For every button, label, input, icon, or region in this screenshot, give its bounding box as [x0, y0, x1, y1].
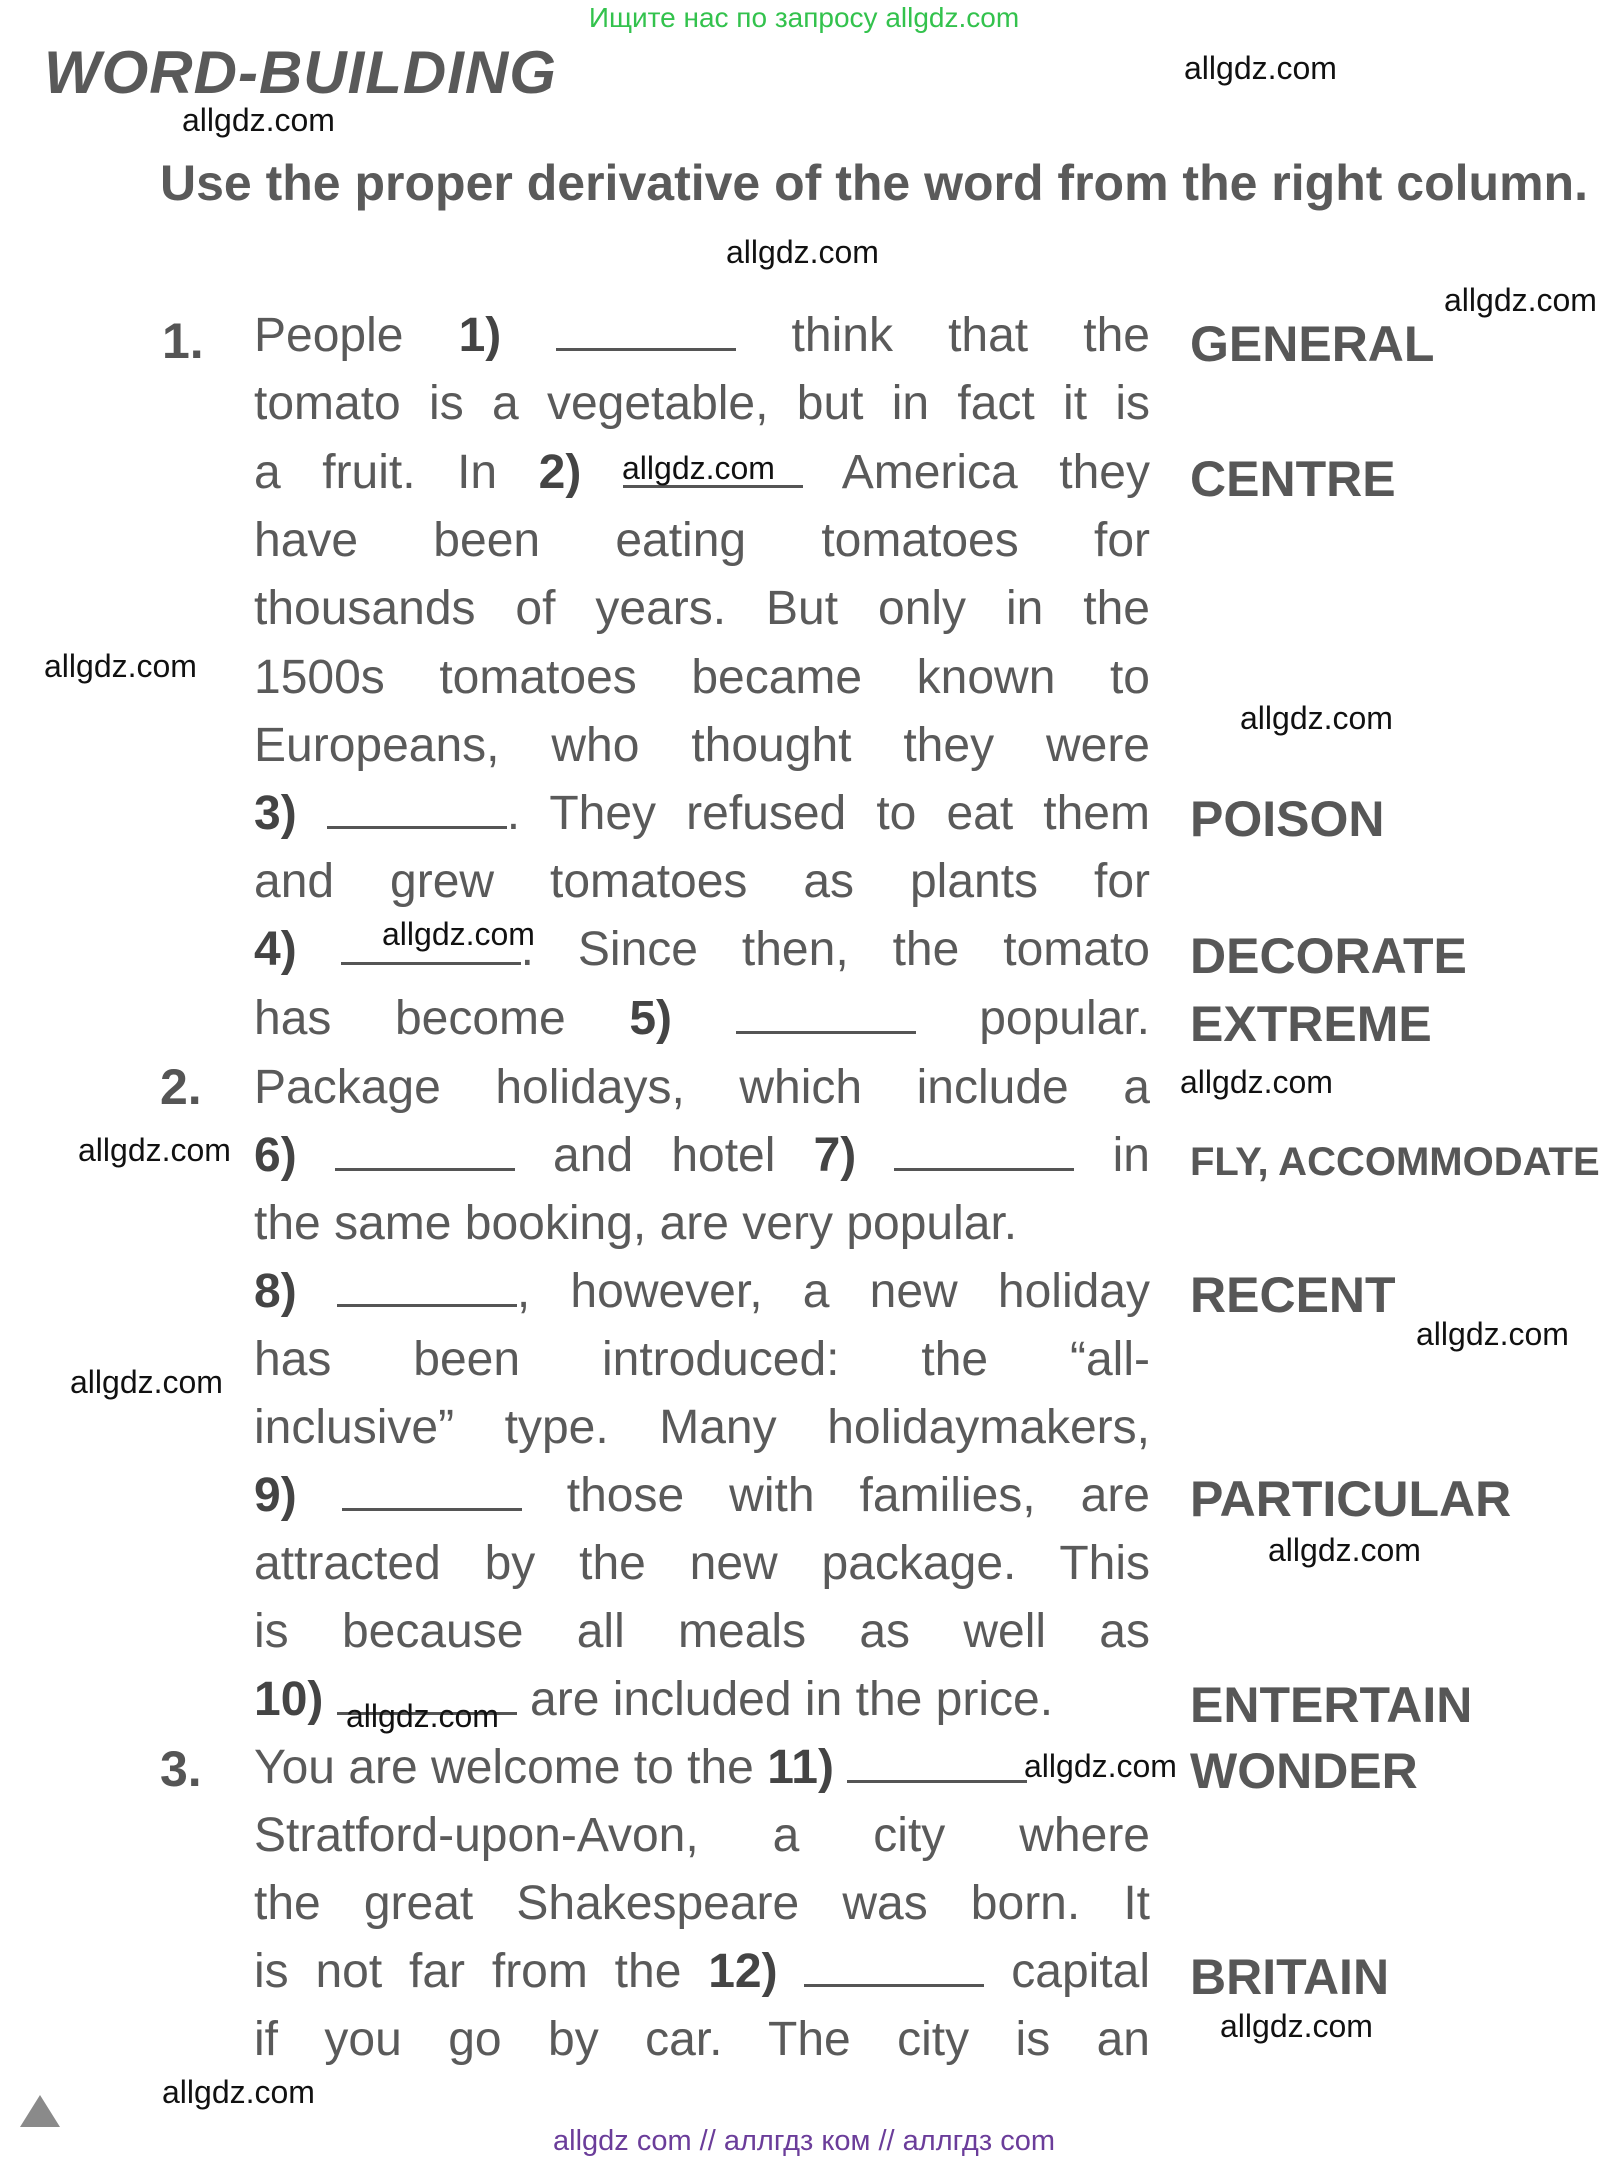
text-span: and grew tomatoes as plants for	[254, 855, 1150, 908]
answer-blank[interactable]	[327, 788, 507, 829]
answer-blank[interactable]	[335, 1130, 515, 1171]
text-line	[254, 579, 1150, 639]
item-number-label: 1)	[458, 309, 502, 362]
watermark: allgdz.com	[382, 916, 535, 952]
watermark: allgdz.com	[346, 1698, 499, 1734]
answer-blank[interactable]	[342, 1470, 522, 1511]
text-line	[254, 1398, 1150, 1458]
watermark: allgdz.com	[182, 102, 335, 138]
item-number-1: 1.	[162, 313, 204, 369]
item-number-label: 3)	[254, 787, 297, 840]
text-line	[254, 1942, 1150, 2002]
item-number-label: 5)	[629, 992, 673, 1045]
text-span: Stratford-upon-Avon, a city where	[254, 1809, 1150, 1862]
text-line	[254, 306, 1150, 366]
watermark: allgdz.com	[622, 450, 775, 486]
text-span: attracted by the new package. This	[254, 1537, 1150, 1590]
text-line	[254, 1126, 1150, 1186]
text-line	[254, 1262, 1150, 1322]
text-span: have been eating tomatoes for	[254, 514, 1150, 567]
triangle-icon	[20, 2095, 60, 2127]
watermark: allgdz.com	[1268, 1532, 1421, 1568]
item-number-label: 11)	[767, 1741, 834, 1794]
answer-blank[interactable]	[894, 1130, 1074, 1171]
word-entertain: ENTERTAIN	[1190, 1677, 1473, 1733]
text-line	[254, 1466, 1150, 1526]
text-span: Package holidays, which include a	[254, 1061, 1150, 1114]
watermark: allgdz.com	[1220, 2008, 1373, 2044]
text-span: People	[254, 309, 459, 362]
text-line	[254, 511, 1150, 571]
text-span: has become	[254, 992, 630, 1045]
text-span: and hotel	[514, 1129, 814, 1182]
top-banner: Ищите нас по запросу allgdz.com	[588, 2, 1020, 33]
text-line	[254, 374, 1150, 434]
item-number-label: 10)	[254, 1673, 324, 1726]
text-line	[254, 2010, 1150, 2070]
item-number-2: 2.	[160, 1059, 202, 1115]
text-line	[254, 1194, 1150, 1254]
word-recent: RECENT	[1190, 1267, 1396, 1323]
word-wonder: WONDER	[1190, 1743, 1418, 1799]
text-line	[254, 1534, 1150, 1594]
watermark: allgdz.com	[70, 1364, 223, 1400]
word-particular: PARTICULAR	[1190, 1471, 1512, 1527]
item-number-3: 3.	[160, 1741, 202, 1797]
watermark: allgdz.com	[1024, 1748, 1177, 1784]
text-span: the same booking, are very popular.	[254, 1197, 1018, 1250]
text-span: thousands of years. But only in the	[254, 582, 1150, 635]
watermark: allgdz.com	[1180, 1064, 1333, 1100]
text-span: is because all meals as well as	[254, 1605, 1150, 1658]
watermark: allgdz.com	[726, 234, 879, 270]
word-decorate: DECORATE	[1190, 928, 1467, 984]
text-line	[254, 1330, 1150, 1390]
word-fly-accommodate: FLY, ACCOMMODATE	[1190, 1140, 1600, 1184]
answer-blank[interactable]	[337, 1266, 517, 1307]
text-span: think that the	[736, 309, 1150, 362]
text-line	[254, 1058, 1150, 1118]
watermark: allgdz.com	[1184, 50, 1337, 86]
text-span: the great Shakespeare was born. It	[254, 1877, 1150, 1930]
word-britain: BRITAIN	[1190, 1949, 1390, 2005]
text-span: are included in the price.	[516, 1673, 1054, 1726]
item-number-label: 2)	[538, 446, 582, 499]
page-title: WORD-BUILDING	[44, 39, 557, 106]
text-span: popular.	[915, 992, 1151, 1045]
watermark: allgdz.com	[44, 648, 197, 684]
answer-blank[interactable]	[556, 310, 736, 351]
watermark: allgdz.com	[78, 1132, 231, 1168]
watermark: allgdz.com	[1444, 282, 1597, 318]
item-number-label: 6)	[254, 1129, 297, 1182]
item-number-label: 7)	[813, 1129, 857, 1182]
watermark: allgdz.com	[162, 2074, 315, 2110]
text-span: 1500s tomatoes became known to	[254, 651, 1150, 704]
word-general: GENERAL	[1190, 316, 1435, 372]
text-span: . They refused to eat them	[506, 787, 1150, 840]
item-number-label: 12)	[708, 1945, 778, 1998]
text-span: in	[1074, 1129, 1150, 1182]
text-span: inclusive” type. Many holidaymakers,	[254, 1401, 1150, 1454]
watermark: allgdz.com	[1416, 1316, 1569, 1352]
text-span: Europeans, who thought they were	[254, 719, 1150, 772]
answer-blank[interactable]	[804, 1946, 984, 1987]
text-line	[254, 1738, 1150, 1798]
text-line	[254, 648, 1150, 708]
text-span: capital	[984, 1945, 1151, 1998]
item-number-label: 4)	[254, 923, 297, 976]
instruction: Use the proper derivative of the word from the right column.	[160, 155, 1588, 211]
text-line	[254, 852, 1150, 912]
text-span: America they	[802, 446, 1150, 499]
text-span: You are welcome to the	[254, 1741, 768, 1794]
footer: allgdz com // аллгдз ком // аллгдз com	[553, 2125, 1055, 2157]
text-span: . Since then, the tomato	[520, 923, 1150, 976]
text-line	[254, 1602, 1150, 1662]
text-line	[254, 1874, 1150, 1934]
answer-blank[interactable]	[736, 993, 916, 1034]
answer-blank[interactable]	[847, 1742, 1027, 1783]
text-span: if you go by car. The city is an	[254, 2013, 1150, 2066]
text-span: has been introduced: the “all-	[254, 1333, 1150, 1386]
item-number-label: 9)	[254, 1469, 297, 1522]
text-span: , however, a new holiday	[516, 1265, 1150, 1318]
text-line	[254, 716, 1150, 776]
word-centre: CENTRE	[1190, 451, 1396, 507]
text-line	[254, 989, 1150, 1049]
text-line	[254, 1806, 1150, 1866]
text-span: is not far from the	[254, 1945, 709, 1998]
word-poison: POISON	[1190, 791, 1385, 847]
word-extreme: EXTREME	[1190, 996, 1432, 1052]
text-line	[254, 784, 1150, 844]
item-number-label: 8)	[254, 1265, 297, 1318]
watermark: allgdz.com	[1240, 700, 1393, 736]
text-span: a fruit. In	[254, 446, 539, 499]
text-span: those with families, are	[521, 1469, 1150, 1522]
text-span: tomato is a vegetable, but in fact it is	[254, 377, 1150, 430]
